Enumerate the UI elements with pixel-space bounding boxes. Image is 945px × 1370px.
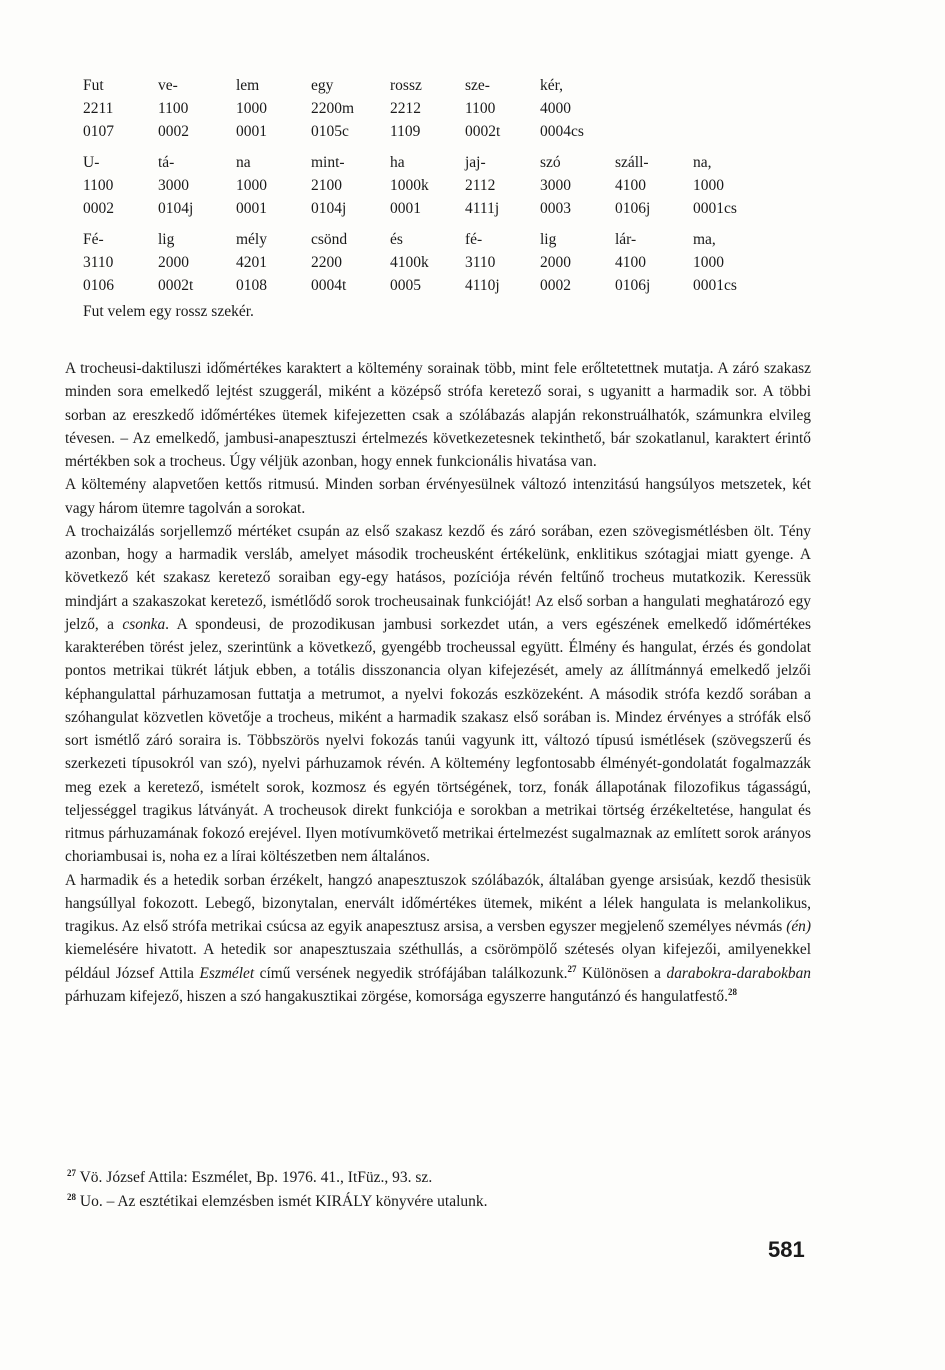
cell: csönd xyxy=(311,231,348,248)
cell: 0105c xyxy=(311,123,349,140)
cell: rossz xyxy=(390,77,422,94)
italic-term: csonka xyxy=(122,615,166,633)
cell: szó xyxy=(540,154,561,171)
cell: mély xyxy=(236,231,267,248)
cell: 0106j xyxy=(615,277,651,294)
scansion-block xyxy=(83,74,803,143)
cell: 1000 xyxy=(236,177,267,194)
cell: 0003 xyxy=(540,200,571,217)
code-row xyxy=(83,274,803,297)
cell: 2212 xyxy=(390,100,421,117)
cell: lem xyxy=(236,77,260,94)
paragraph xyxy=(65,869,811,1009)
cell: mint- xyxy=(311,154,345,171)
cell: és xyxy=(390,231,403,248)
paragraph-text: A trocheusi-daktiluszi időmértékes karaktert a költemény sorainak több, mint fele erőltetettnek mutatja. A záró szakasz minden sora emelkedő lejtést szuggerál, miként a középső strófa keretező sorai, s ugyanitt a harmadik sor. A többi sorban az ereszkedő időmértékes ütemek kifejezetten csak a szólábazás alapján rekonstruálhatók, számunkra elvileg tévesen. – Az emelkedő, jambusi-anapesztuszi értelmezés következetesnek tekinthető, bár szokatlanul, karaktert érintő mértékben sok a trocheus. Úgy véljük azonban, hogy ennek funkcionális hivatása van. xyxy=(65,360,811,470)
paragraph xyxy=(65,473,811,520)
cell: 4100k xyxy=(390,254,429,271)
cell: 2000 xyxy=(540,254,571,271)
cell: 1100 xyxy=(465,100,496,117)
cell: 0001 xyxy=(236,123,267,140)
paragraph xyxy=(65,520,811,869)
cell: 4100 xyxy=(615,177,646,194)
cell: ha xyxy=(390,154,405,171)
verse-line: Fut velem egy rossz szekér. xyxy=(83,303,254,320)
cell: 2211 xyxy=(83,100,114,117)
cell: 2200m xyxy=(311,100,355,117)
code-row xyxy=(83,251,803,274)
body-text xyxy=(65,357,811,1008)
scansion-block xyxy=(83,228,803,297)
cell: sze- xyxy=(465,77,490,94)
cell: száll- xyxy=(615,154,649,171)
cell: 1100 xyxy=(83,177,114,194)
cell: 0107 xyxy=(83,123,114,140)
cell: 4000 xyxy=(540,100,571,117)
cell: 0004t xyxy=(311,277,347,294)
cell: tá- xyxy=(158,154,175,171)
paragraph-text: párhuzam kifejező, hiszen a szó hangakusztikai zörgése, komorsága egyszerre hangutánzó és hangulatfestő. xyxy=(65,987,728,1005)
cell: fé- xyxy=(465,231,483,248)
code-row xyxy=(83,174,803,197)
cell: 0002t xyxy=(465,123,501,140)
cell: 2112 xyxy=(465,177,496,194)
cell: 2200 xyxy=(311,254,342,271)
cell: 0001cs xyxy=(693,277,737,294)
syllable-row xyxy=(83,228,803,251)
cell: lig xyxy=(158,231,175,248)
footnote xyxy=(67,1166,807,1190)
cell: 2100 xyxy=(311,177,342,194)
cell: 0104j xyxy=(158,200,194,217)
footnote-number: 27 xyxy=(67,1168,76,1178)
footnote-ref[interactable]: 27 xyxy=(567,963,577,974)
cell: 0001cs xyxy=(693,200,737,217)
cell: 0108 xyxy=(236,277,267,294)
paragraph-text: A költemény alapvetően kettős ritmusú. Minden sorban érvényesülnek változó intenzitású hangsúlyos metszetek, két vagy három ütemre tagolván a sorokat. xyxy=(65,476,811,517)
footnote-number: 28 xyxy=(67,1192,76,1202)
cell: 1100 xyxy=(158,100,189,117)
cell: lár- xyxy=(615,231,637,248)
cell: 1109 xyxy=(390,123,421,140)
footnote-text: Uo. – Az esztétikai elemzésben ismét KIRÁLY könyvére utalunk. xyxy=(79,1193,488,1210)
cell: na xyxy=(236,154,251,171)
code-row xyxy=(83,120,803,143)
syllable-row xyxy=(83,74,803,97)
syllable-row xyxy=(83,151,803,174)
paragraph-text: kiemelésére hivatott. A hetedik sor anapesztuszaia széthullás, a csörömpölő szétesés olyan kifejezői, amilyenekkel például József Attila xyxy=(65,941,811,982)
cell: 0106 xyxy=(83,277,114,294)
cell: 2000 xyxy=(158,254,189,271)
cell: egy xyxy=(311,77,334,94)
scansion-table xyxy=(83,74,803,305)
scansion-block xyxy=(83,151,803,220)
cell: 3000 xyxy=(540,177,571,194)
footnote-text: Vö. József Attila: Eszmélet, Bp. 1976. 41., ItFüz., 93. sz. xyxy=(79,1169,433,1186)
cell: 4111j xyxy=(465,200,500,217)
paragraph-text: című versének negyedik strófájában találkozunk. xyxy=(254,964,568,982)
cell: 0104j xyxy=(311,200,347,217)
paragraph-text: Különösen a xyxy=(576,964,667,982)
italic-term: darabokra-darabokban xyxy=(666,964,812,982)
code-row xyxy=(83,97,803,120)
cell: 4201 xyxy=(236,254,267,271)
paragraph-text: A trochaizálás sorjellemző mértéket csupán az első szakasz kezdő és záró sorában, ezen szövegismétlésben ölt. Tény azonban, hogy a harmadik versláb, amelyet második trocheusként értékelünk, enklitikus szótagjai miatt gyenge. A következő két szakasz keretező soraiban egy-egy hatásos, pozíciója révén feltűnő trocheus mutatkozik. Keressük mindjárt a szakaszokat keretező, ismétlődő sorok trocheusainak funkcióját! Az első sorban a hangulati meghatározó egy jelző, a xyxy=(65,522,811,633)
paragraph-text: A harmadik és a hetedik sorban érzékelt, hangzó anapesztuszok szólábazók, általában gyenge arsisúak, kezdő thesisük hangsúllyal fokozott. Lebegő, bizonytalan, enervált időmértékes ütemek, miként a lélek hangulata is melankolikus, tragikus. Az első strófa metrikai csúcsa az egyik anapesztusz arsisa, a versben egyszer megjelenő személyes névmás xyxy=(65,871,811,935)
cell: 0002t xyxy=(158,277,194,294)
cell: 4100 xyxy=(615,254,646,271)
cell: 0002 xyxy=(83,200,114,217)
cell: 1000 xyxy=(236,100,267,117)
cell: 0005 xyxy=(390,277,421,294)
cell: 0002 xyxy=(158,123,189,140)
cell: lig xyxy=(540,231,557,248)
cell: 0001 xyxy=(236,200,267,217)
footnotes xyxy=(67,1166,807,1214)
cell: kér, xyxy=(540,77,564,94)
cell: 3110 xyxy=(83,254,114,271)
cell: jaj- xyxy=(465,154,486,171)
footnote xyxy=(67,1190,807,1214)
paragraph xyxy=(65,357,811,473)
cell: 0001 xyxy=(390,200,421,217)
cell: ma, xyxy=(693,231,716,248)
cell: 3000 xyxy=(158,177,189,194)
cell: na, xyxy=(693,154,712,171)
italic-title: Eszmélet xyxy=(199,964,255,982)
cell: 1000 xyxy=(693,254,724,271)
cell: 0106j xyxy=(615,200,651,217)
paragraph-text: . A spondeusi, de prozodikusan jambusi sorkezdet után, a vers egészének emelkedő időmértékes karakterében törést jelez, szerintünk a következő, gyengébb trocheussal együtt. Élmény és hangulat, érzés és gondolat pontos metrikai tükrét látjuk ebben, a totális disszonancia olyan kifejezését, amely az állítmánnyá emelkedő jelzői képhangulattal párhuzamosan futtatja a metrumot, a nyelvi fokozás eszközeként. A második strófa kezdő sorában a szóhangulat közvetlen követője a trocheus, miként a harmadik szakasz első sorában is. Mindez érvényes a strófák első sort ismétlő záró soraira is. Többszörös nyelvi fokozás tanúi vagyunk itt, változó típusú ismétlések (szövegszerű és szerkezeti típusokról van szó), nyelvi párhuzamok révén. A költemény legfontosabb élményét-gondolatát fogalmazzák meg ezek a keretező, ismételt sorok, kozmosz és egyén törtségének, torz, fonák állapotának filozofikus tágasságú, teljességgel tragikus látványát. A trocheusok direkt funkciója e sorokban a metrikai törtség érzékeltetése, hangulat és ritmus párhuzamának fokozó erejével. Ilyen motívumkövető metrikai értelmezést sugalmaznak az említett sorok arányos choriambusai is, noha ez a lírai költészetben nem általános. xyxy=(65,615,811,866)
cell: 0004cs xyxy=(540,123,584,140)
italic-term: (én) xyxy=(786,918,811,935)
cell: Fé- xyxy=(83,231,104,248)
cell: 0002 xyxy=(540,277,571,294)
cell: 1000 xyxy=(693,177,724,194)
cell: 1000k xyxy=(390,177,429,194)
footnote-ref[interactable]: 28 xyxy=(727,986,737,997)
cell: 4110j xyxy=(465,277,500,294)
cell: ve- xyxy=(158,77,178,94)
code-row xyxy=(83,197,803,220)
cell: Fut xyxy=(83,77,104,94)
cell: U- xyxy=(83,154,100,171)
page-number: 581 xyxy=(768,1237,805,1262)
cell: 3110 xyxy=(465,254,496,271)
